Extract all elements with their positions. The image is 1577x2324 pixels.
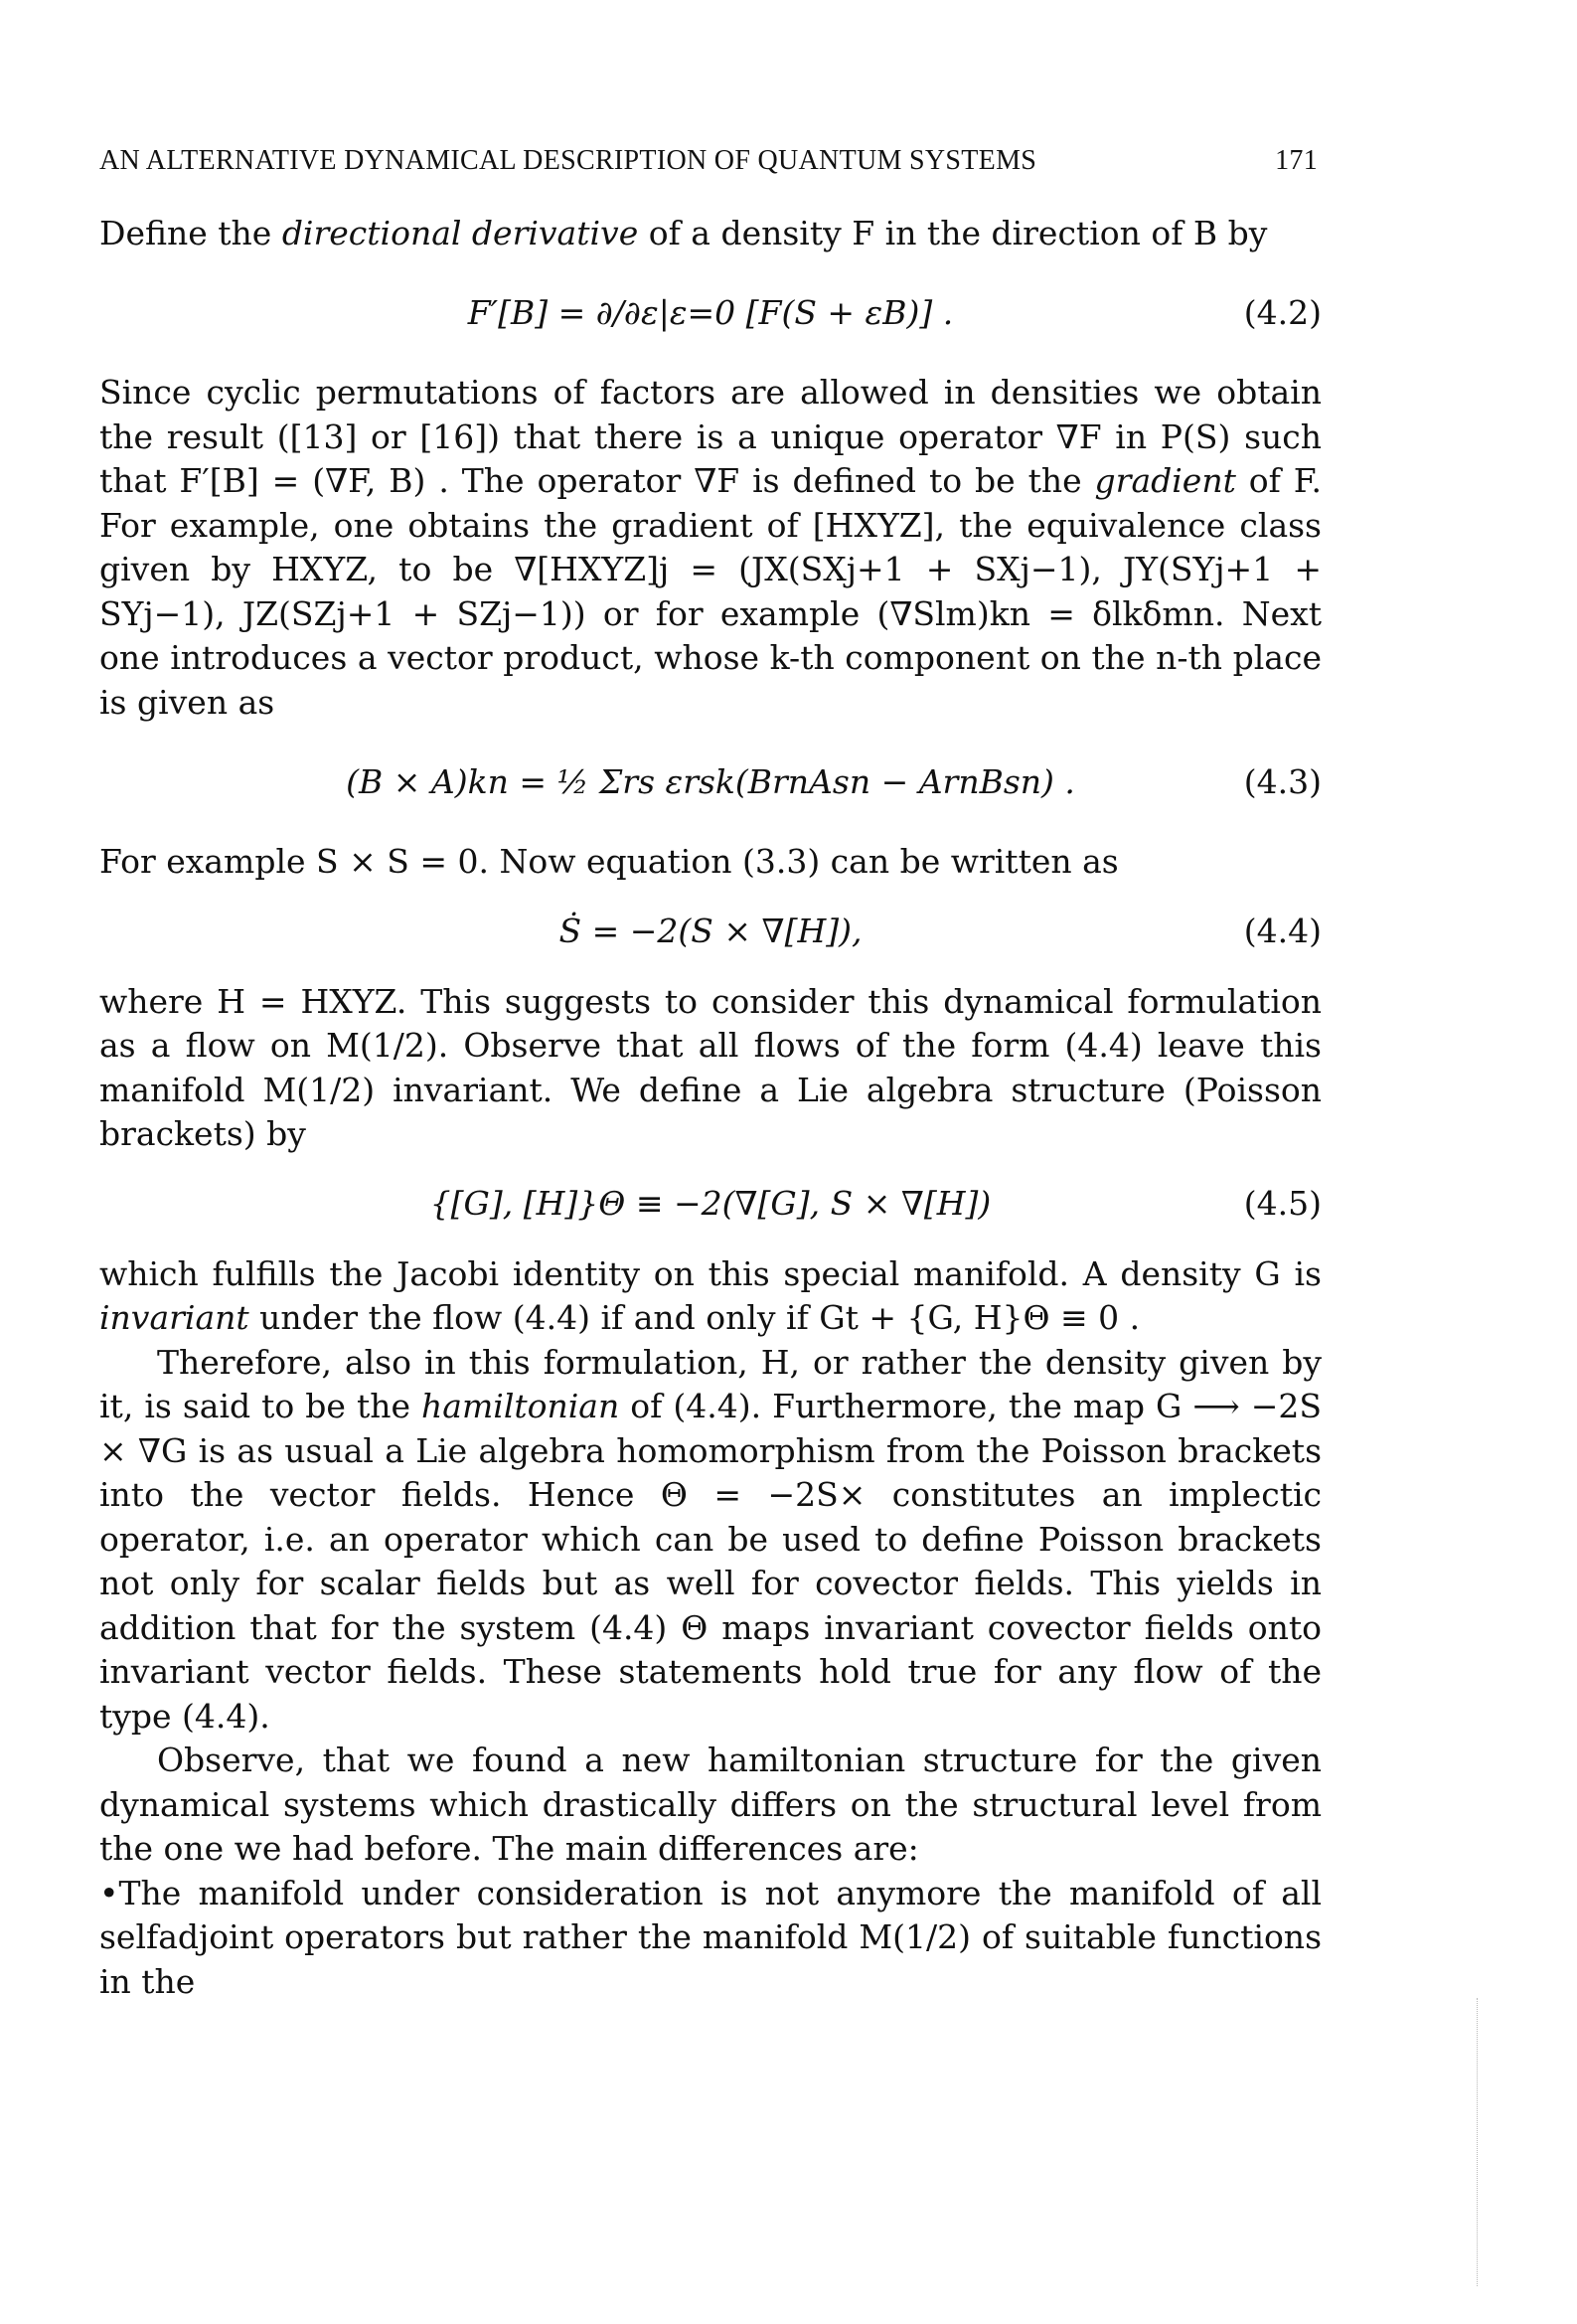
running-title: AN ALTERNATIVE DYNAMICAL DESCRIPTION OF QUANTUM SYSTEMS (99, 145, 1037, 176)
bullet-manifold (99, 1872, 1322, 2005)
paragraph-directional-derivative (99, 212, 1322, 256)
paragraph-hamiltonian (99, 1341, 1322, 1740)
text-span: Observe, that we found a new hamiltonian structure for the given dynamical systems which drastically differs on the structural level from the one we had before. The main differences are: (99, 1741, 1322, 1868)
text-span: which fulfills the Jacobi identity on this special manifold. A density G is (99, 1253, 1322, 1293)
text-span: For example S × S = 0. Now equation (3.3) can be written as (99, 842, 1119, 881)
term-invariant: invariant (99, 1298, 249, 1337)
equation-4-5-math: {[G], [H]}Θ ≡ −2(∇[G], S × ∇[H]) (429, 1184, 992, 1224)
text-span: of a density F in the direction of B by (638, 213, 1268, 252)
text-span: where H = HXYZ. This suggests to consider this dynamical formulation as a flow on M(1/2). Observe that all flows of the form (4.4) leave this manifold M(1/2) invariant. We define a Lie algebra structure (Poisson brackets) by (99, 981, 1322, 1153)
text-span: Since cyclic permutations of factors are allowed in densities we obtain the result ([13] or [16]) that there is a unique operator ∇F in P(S) such that F′[B] = (∇F, B) . The operator ∇F is defined to be the (99, 373, 1322, 500)
paragraph-flow (99, 980, 1322, 1157)
running-head (99, 139, 1322, 184)
equation-4-4 (99, 885, 1322, 980)
equation-4-2-math: F′[B] = ∂/∂ε|ε=0 [F(S + εB)] . (467, 292, 954, 332)
term-directional-derivative: directional derivative (281, 213, 639, 252)
scan-edge-noise (1477, 1998, 1482, 2286)
paragraph-differences (99, 1739, 1322, 1872)
equation-4-3-math: (B × A)kn = ½ Σrs εrsk(BrnAsn − ArnBsn) . (346, 761, 1075, 801)
text-span: Define the (99, 213, 282, 252)
equation-4-2 (99, 255, 1322, 371)
term-hamiltonian: hamiltonian (421, 1387, 620, 1425)
equation-4-4-math: Ṡ = −2(S × ∇[H]), (558, 912, 863, 951)
equation-4-5-number: (4.5) (1243, 1184, 1322, 1224)
text-span: Therefore, also in this formulation, H, or rather the density given by it, is said to be the (99, 1342, 1322, 1425)
text-span: XYZ], the equivalence class given by HXYZ, to be ∇[HXYZ]j = (JX(SXj+1 + SXj−1), JY(SYj+1 + SYj−1), JZ(SZj+1 + SZj−1)) or for example (∇Slm)kn = δlkδmn. Next one introduces a vector product, whose k-th component on the n-th place is given as (99, 505, 1322, 722)
page-body (99, 139, 1322, 2004)
equation-4-4-number: (4.4) (1243, 912, 1322, 951)
text-span: under the flow (4.4) if and only if Gt + {G, H}Θ ≡ 0 . (248, 1298, 1141, 1337)
paragraph-example (99, 840, 1322, 885)
equation-4-3-number: (4.3) (1243, 761, 1322, 801)
page-number: 171 (1275, 145, 1318, 176)
paragraph-jacobi (99, 1252, 1322, 1341)
term-gradient: gradient (1094, 461, 1236, 500)
equation-4-3 (99, 725, 1322, 840)
text-span: of F. For example, one obtains the gradient of [H (99, 461, 1322, 545)
equation-4-5 (99, 1157, 1322, 1252)
paragraph-gradient (99, 371, 1322, 725)
equation-4-2-number: (4.2) (1243, 292, 1322, 332)
text-span: •The manifold under consideration is not anymore the manifold of all selfadjoint operators but rather the manifold M(1/2) of suitable functions in the (99, 1873, 1322, 2001)
text-span: of (4.4). Furthermore, the map G ⟶ −2S × ∇G is as usual a Lie algebra homomorphism from the Poisson brackets into the vector fields. Hence Θ = −2S× constitutes an implectic operator, i.e. an operator which can be used to define Poisson brackets not only for scalar fields but as well for covector fields. This yields in addition that for the system (4.4) Θ maps invariant covector fields onto invariant vector fields. These statements hold true for any flow of the type (4.4). (99, 1387, 1322, 1736)
